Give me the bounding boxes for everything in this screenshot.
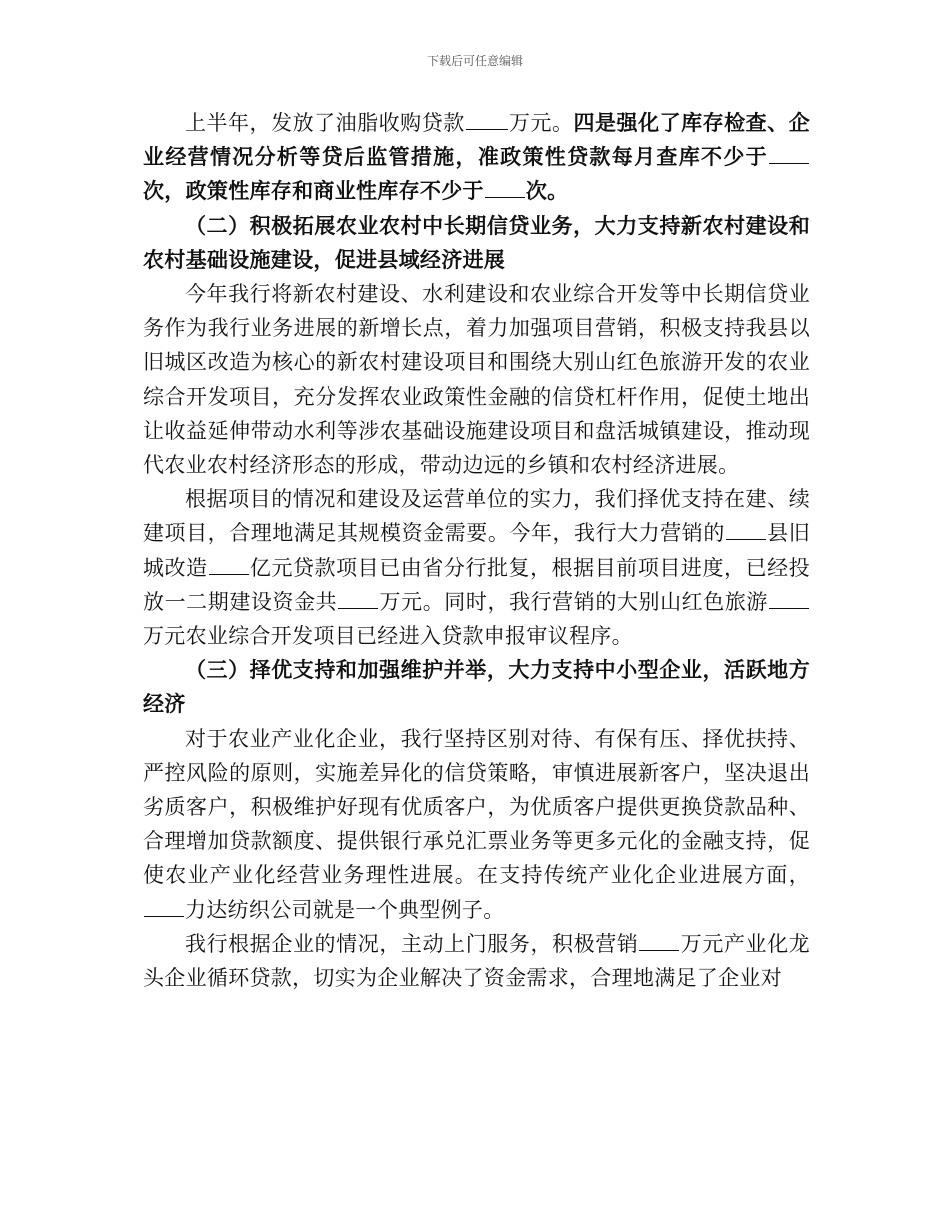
fill-blank <box>769 162 809 164</box>
fill-blank <box>769 607 809 609</box>
paragraph-enterprise-service <box>143 927 810 995</box>
fill-blank <box>209 573 249 575</box>
section-heading-3: （三）择优支持和加强维护并举，大力支持中小型企业，活跃地方经济 <box>143 657 810 717</box>
text-span: 力达纺织公司就是一个典型例子。 <box>185 897 505 922</box>
text-span: 万元农业综合开发项目已经进入贷款申报审议程序。 <box>143 624 633 649</box>
document-body <box>143 106 810 995</box>
text-span: 根据项目的情况和建设及运营单位的实力，我们择优支持在建、续建项目，合理地满足其规模资金需要。今年，我行大力营销的 <box>143 487 810 546</box>
text-span: 我行根据企业的情况，主动上门服务，积极营销 <box>185 931 639 956</box>
fill-blank <box>466 128 508 130</box>
text-span: 万元。 <box>508 111 574 135</box>
bold-text-span: 四是强化了库存检查、企业经营情况分析等贷后监管措施，准政策性贷款每月查库不少于 <box>143 110 810 170</box>
paragraph-rural-construction: 今年我行将新农村建设、水利建设和农业综合开发等中长期信贷业务作为我行业务进展的新增长点，着力加强项目营销，积极支持我县以旧城区改造为核心的新农村建设项目和围绕大别山红色旅游开发的农业综合开发项目，充分发挥农业政策性金融的信贷杠杆作用，促使土地出让收益延伸带动水利等涉农基础设施建设项目和盘活城镇建设，推动现代农业农村经济形态的形成，带动边远的乡镇和农村经济进展。 <box>143 282 810 478</box>
text-span: 对于农业产业化企业，我行坚持区别对待、有保有压、择优扶持、严控风险的原则，实施差异化的信贷策略，审慎进展新客户，坚决退出劣质客户，积极维护好现有优质客户，为优质客户提供更换贷款品种、合理增加贷款额度、提供银行承兑汇票业务等更多元化的金融支持，促使农业产业化经营业务理性进展。在支持传统产业化企业进展方面， <box>143 726 810 888</box>
text-span: 县旧城改造 <box>143 521 810 580</box>
text-span: 亿元贷款项目已由省分行批复，根据目前项目进度，已经投放一二期建设资金共 <box>143 555 810 614</box>
paragraph-loan-summary <box>143 106 810 209</box>
fill-blank <box>639 949 679 951</box>
section-heading-2: （二）积极拓展农业农村中长期信贷业务，大力支持新农村建设和农村基础设施建设，促进县域经济进展 <box>143 212 810 272</box>
fill-blank <box>144 915 184 917</box>
paragraph-industrialization <box>143 722 810 927</box>
fill-blank <box>485 196 525 198</box>
fill-blank <box>338 607 378 609</box>
bold-text-span: 次。 <box>525 178 569 204</box>
page-header: 下载后可任意编辑 <box>426 54 523 68</box>
text-span: 上半年，发放了油脂收购贷款 <box>185 111 465 135</box>
fill-blank <box>726 538 766 540</box>
bold-text-span: 次，政策性库存和商业性库存不少于 <box>143 178 484 204</box>
text-span: 万元。同时，我行营销的大别山红色旅游 <box>379 589 769 614</box>
text-span: 万元产业化龙头企业循环贷款，切实为企业解决了资金需求，合理地满足了企业对 <box>143 931 810 991</box>
paragraph-project-support <box>143 482 810 653</box>
